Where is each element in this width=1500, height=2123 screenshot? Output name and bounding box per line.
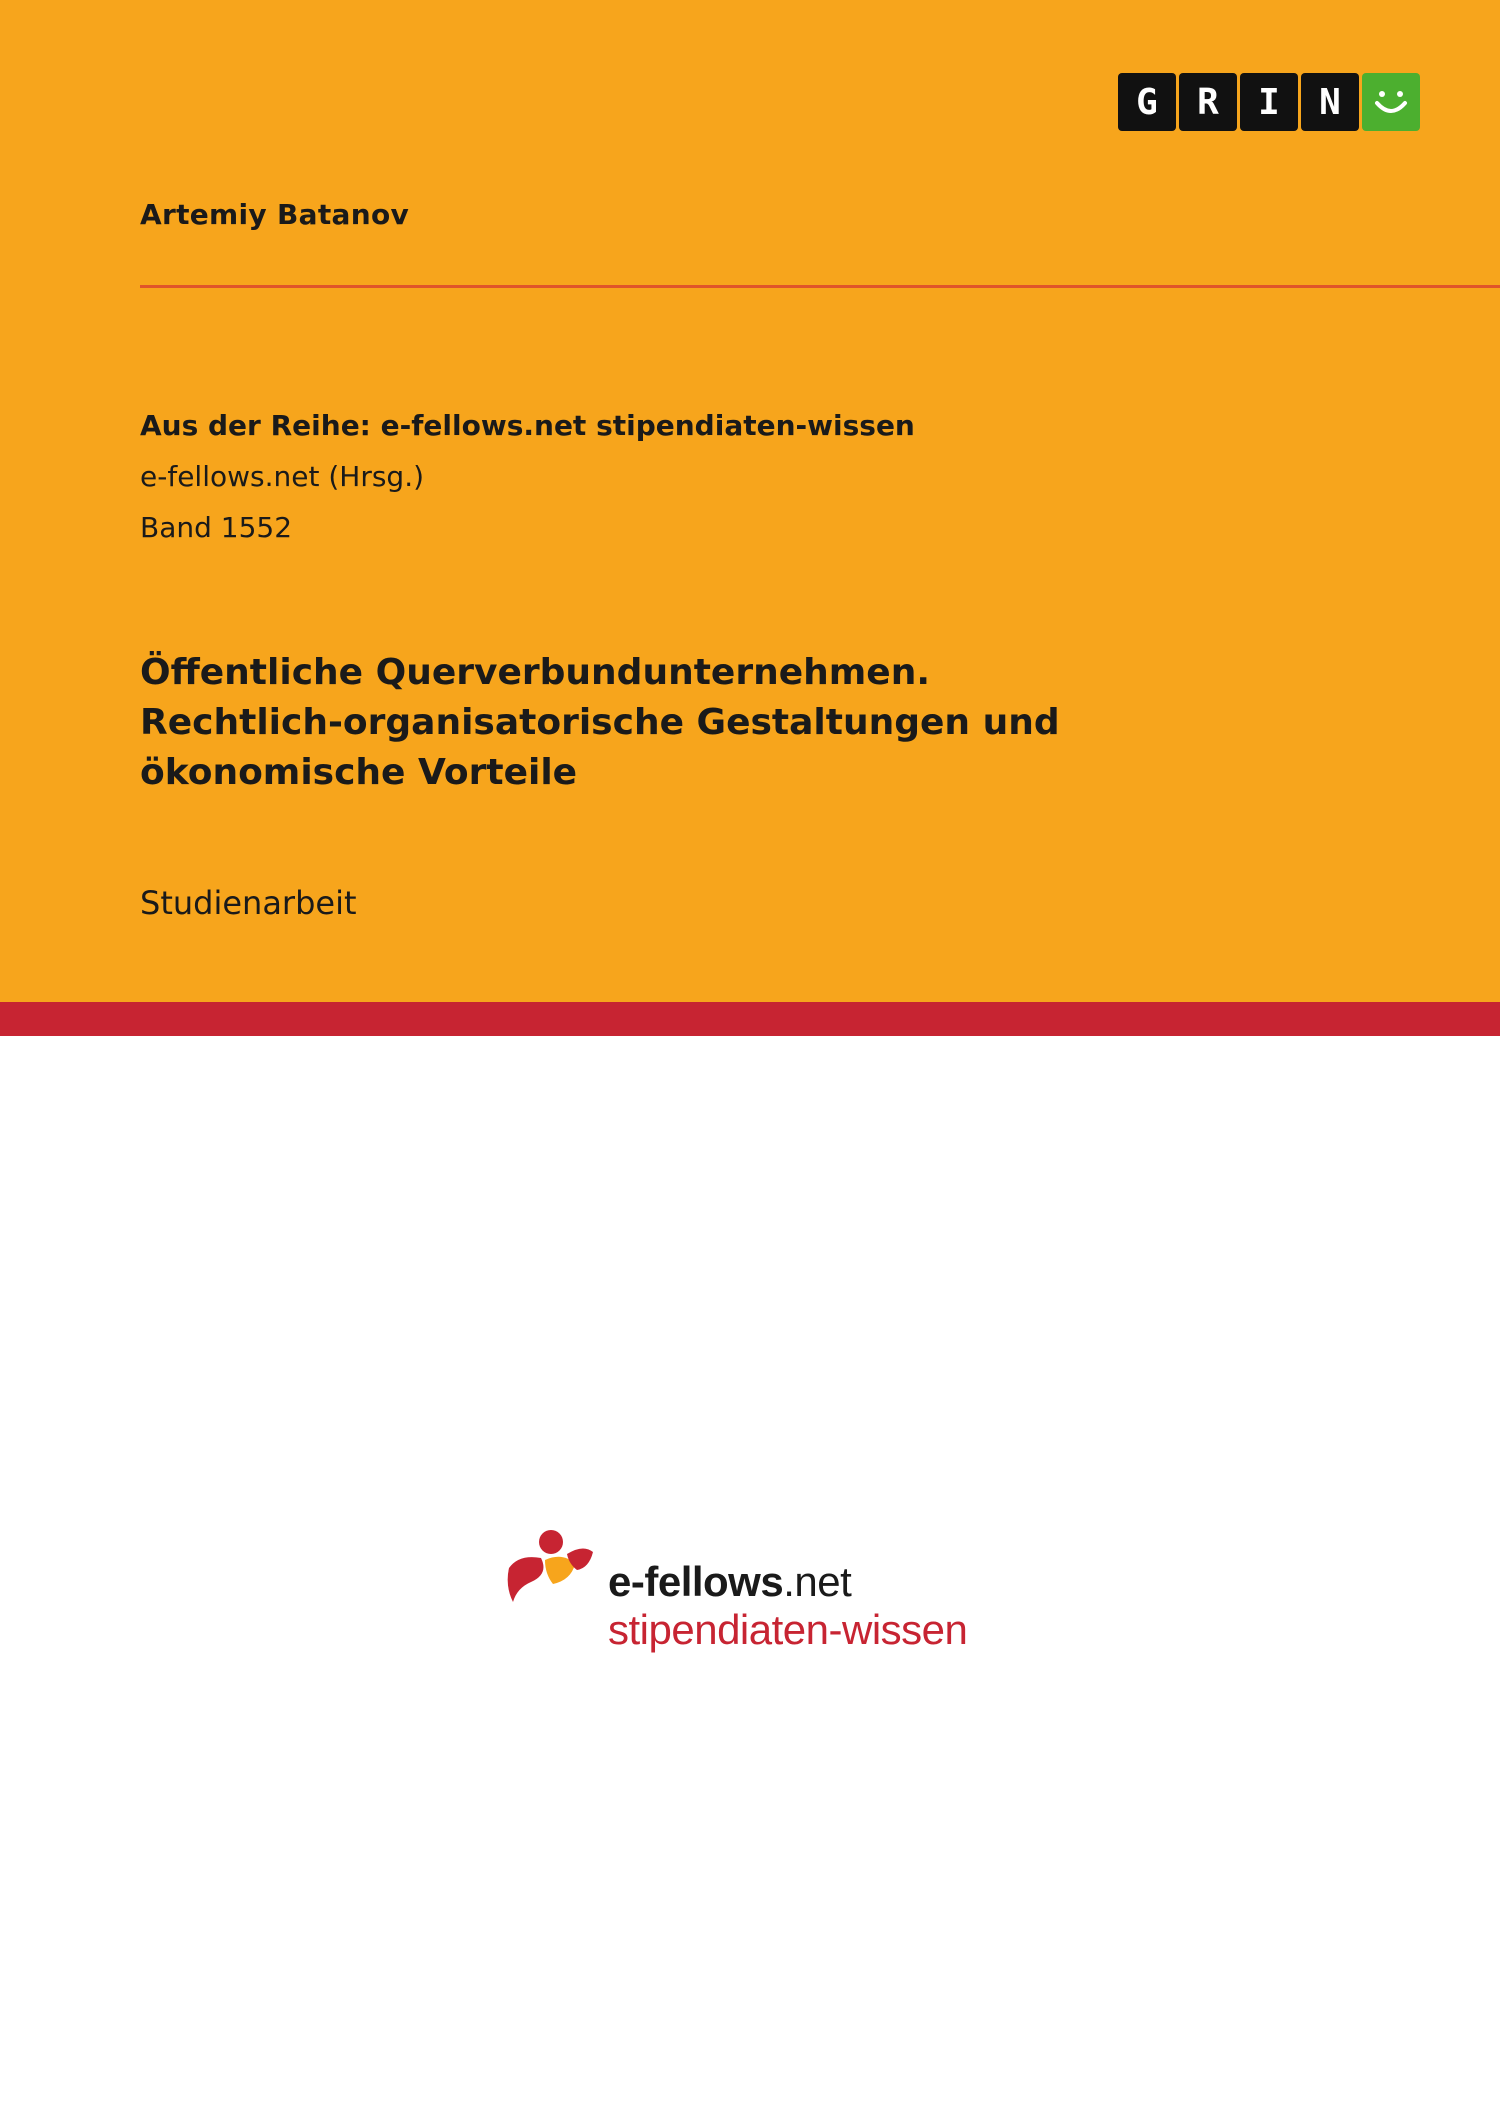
document-title [140,648,1340,798]
divider-rule [140,285,1500,288]
grin-letter-g: G [1118,73,1176,131]
e-fellows-logo [505,1528,985,1658]
author-name: Artemiy Batanov [140,198,410,231]
series-editor: e-fellows.net (Hrsg.) [140,460,425,493]
title-line: Öffentliche Querverbundunternehmen. [140,652,930,693]
grin-logo [1118,73,1420,131]
series-title: Aus der Reihe: e-fellows.net stipendiaten-wissen [140,409,915,442]
e-fellows-name-suffix: .net [783,1558,852,1605]
e-fellows-tagline: stipendiaten-wissen [608,1606,968,1653]
smile-icon [1362,73,1420,131]
grin-letter-n: N [1301,73,1359,131]
title-line: ökonomische Vorteile [140,752,578,793]
e-fellows-name [608,1558,851,1606]
grin-letter-i: I [1240,73,1298,131]
e-fellows-figure-icon [505,1528,597,1608]
e-fellows-name-bold: e-fellows [608,1558,784,1605]
series-info [140,410,915,544]
red-stripe [0,1002,1500,1036]
series-volume: Band 1552 [140,511,293,544]
grin-letter-r: R [1179,73,1237,131]
document-type: Studienarbeit [140,884,357,922]
title-line: Rechtlich-organisatorische Gestaltungen und [140,702,1060,743]
